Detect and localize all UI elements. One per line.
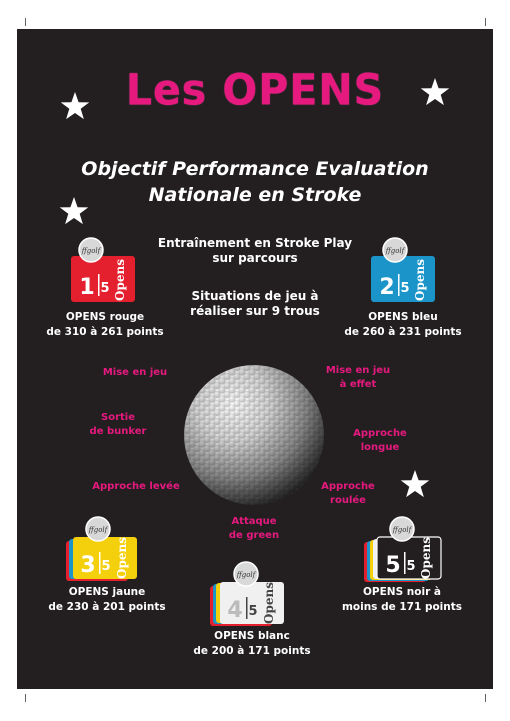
situation-attaque-green: Attaque de green [228, 516, 280, 541]
crop-mark [25, 18, 26, 26]
svg-text:5: 5 [385, 553, 401, 578]
subtitle-line-2: Nationale en Stroke [148, 184, 362, 206]
intro-line-1: Entraînement en Stroke Play [157, 236, 353, 250]
svg-text:Opens: Opens [419, 537, 433, 579]
intro-line-4: réaliser sur 9 trous [190, 304, 320, 318]
poster-title: Les OPENS [125, 64, 385, 116]
golf-ball-icon [182, 363, 326, 507]
svg-text:Opens: Opens [262, 582, 276, 624]
svg-text:Opens: Opens [413, 259, 427, 301]
level-bleu-label: OPENS bleu de 260 à 231 points [344, 311, 462, 338]
intro-line-2: sur parcours [212, 251, 298, 265]
badge-rouge-icon [67, 236, 139, 306]
svg-text:Opens: Opens [115, 537, 129, 579]
svg-text:ffgolf: ffgolf [88, 526, 108, 534]
situation-approche-roulee: Approche roulée [321, 481, 375, 506]
svg-text:5: 5 [100, 281, 110, 296]
svg-text:1: 1 [79, 275, 95, 300]
subtitle-line-1: Objectif Performance Evaluation [81, 158, 429, 180]
star-icon [399, 470, 431, 500]
svg-text:5: 5 [406, 559, 416, 574]
level-noir-label: OPENS noir à moins de 171 points [341, 586, 463, 613]
badge-noir-icon [362, 515, 446, 585]
badge-blanc-icon [208, 560, 288, 630]
crop-mark [25, 694, 26, 702]
svg-text:Opens: Opens [113, 259, 127, 301]
intro-line-3: Situations de jeu à [191, 289, 319, 303]
svg-text:5: 5 [400, 281, 410, 296]
svg-text:ffgolf: ffgolf [81, 247, 101, 255]
situation-mise-en-jeu: Mise en jeu [102, 367, 168, 378]
badge-bleu-icon [367, 236, 439, 306]
svg-text:4: 4 [227, 598, 243, 623]
situation-approche-longue: Approche longue [353, 428, 407, 453]
crop-mark [485, 18, 486, 26]
level-jaune-label: OPENS jaune de 230 à 201 points [48, 586, 166, 613]
svg-text:5: 5 [101, 559, 111, 574]
level-blanc-label: OPENS blanc de 200 à 171 points [193, 630, 311, 657]
level-rouge-label: OPENS rouge de 310 à 261 points [46, 311, 164, 338]
situation-approche-levee: Approche levée [92, 481, 180, 492]
svg-text:ffgolf: ffgolf [385, 247, 405, 255]
crop-mark [485, 694, 486, 702]
situation-sortie-bunker: Sortie de bunker [89, 412, 147, 437]
svg-text:ffgolf: ffgolf [236, 571, 256, 579]
situation-mise-en-jeu-effet: Mise en jeu à effet [325, 365, 391, 390]
svg-text:ffgolf: ffgolf [392, 526, 412, 534]
svg-text:3: 3 [80, 553, 96, 578]
badge-jaune-icon [64, 515, 144, 585]
svg-text:2: 2 [379, 275, 395, 300]
svg-text:5: 5 [248, 604, 258, 619]
